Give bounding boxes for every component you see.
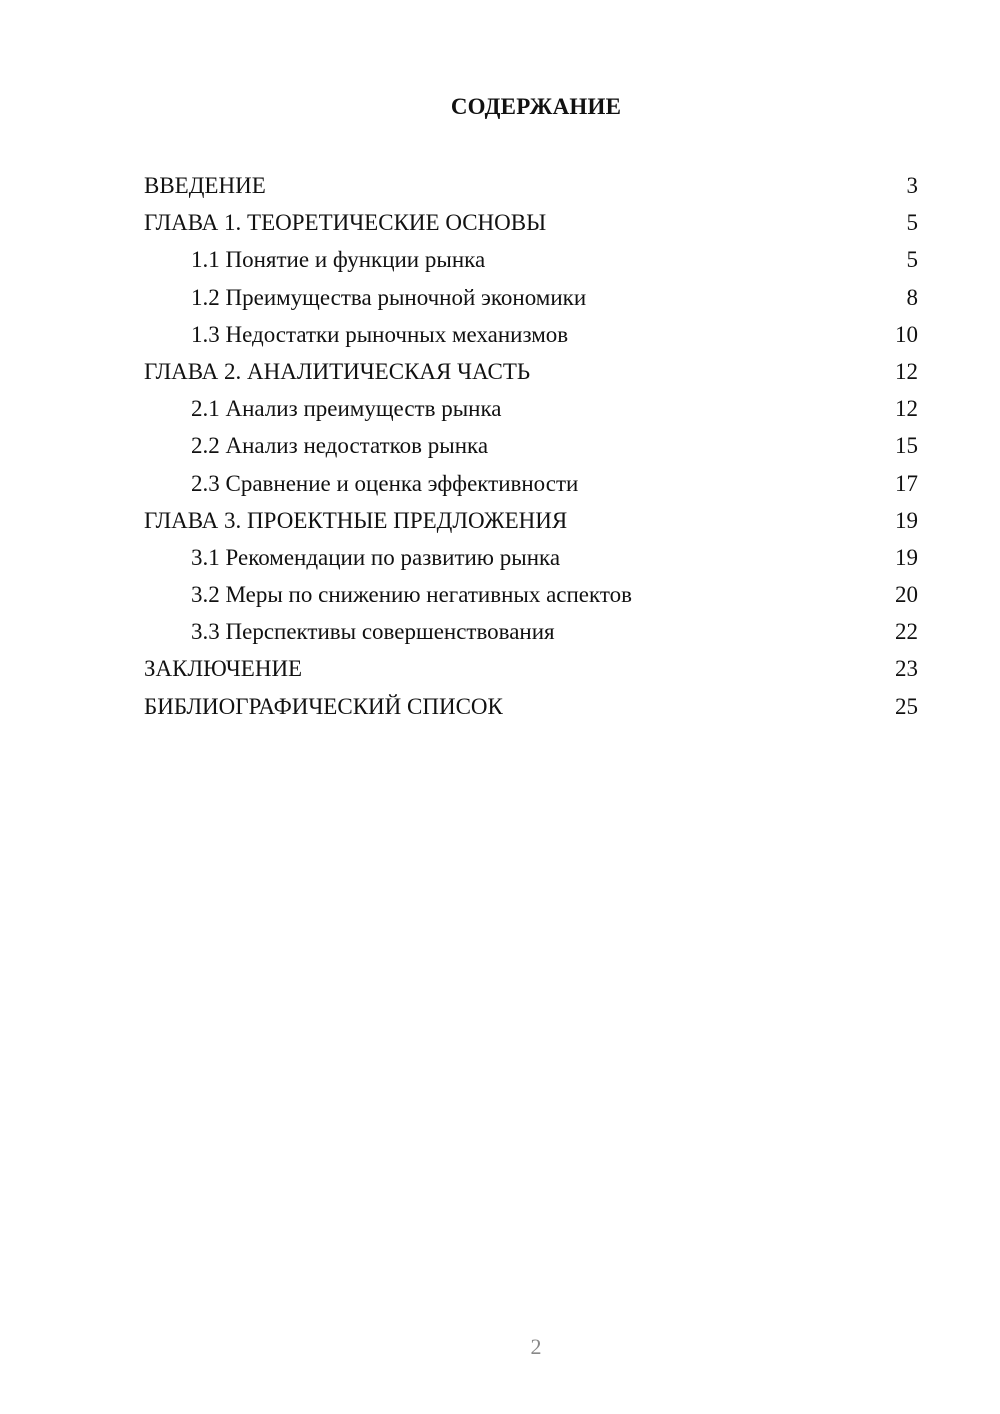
toc-entry-section-1-3 bbox=[144, 316, 918, 353]
toc-entry-section-1-2 bbox=[144, 279, 918, 316]
toc-entry-page: 19 bbox=[895, 507, 918, 533]
toc-entry-section-3-3 bbox=[144, 613, 918, 650]
page-title: СОДЕРЖАНИЕ bbox=[450, 94, 622, 119]
toc-entry-label: ГЛАВА 1. ТЕОРЕТИЧЕСКИЕ ОСНОВЫ bbox=[144, 210, 547, 236]
toc-entry-label: БИБЛИОГРАФИЧЕСКИЙ СПИСОК bbox=[144, 693, 503, 719]
toc-entry-page: 12 bbox=[895, 396, 918, 422]
toc-entry-label: ГЛАВА 2. АНАЛИТИЧЕСКАЯ ЧАСТЬ bbox=[144, 358, 531, 384]
toc-entry-bibliography bbox=[144, 688, 918, 725]
toc-entry-section-2-3 bbox=[144, 465, 918, 502]
table-of-contents bbox=[144, 167, 918, 725]
toc-entry-page: 12 bbox=[895, 358, 918, 384]
toc-entry-chapter-3 bbox=[144, 502, 918, 539]
toc-entry-label: ВВЕДЕНИЕ bbox=[144, 173, 266, 198]
toc-entry-introduction bbox=[144, 167, 918, 204]
toc-entry-label: 2.1 Анализ преимуществ рынка bbox=[191, 396, 502, 422]
toc-entry-label: 1.3 Недостатки рыночных механизмов bbox=[191, 321, 569, 347]
toc-entry-chapter-2 bbox=[144, 353, 918, 390]
page-number: 2 bbox=[530, 1334, 542, 1359]
toc-entry-label: 3.2 Меры по снижению негативных аспектов bbox=[191, 582, 632, 608]
toc-entry-section-2-2 bbox=[144, 427, 918, 464]
toc-entry-section-3-1 bbox=[144, 539, 918, 576]
toc-entry-section-3-2 bbox=[144, 576, 918, 613]
toc-entry-page: 17 bbox=[895, 470, 918, 496]
toc-entry-label: 3.3 Перспективы совершенствования bbox=[191, 619, 555, 645]
toc-entry-page: 3 bbox=[906, 173, 918, 198]
toc-entry-label: 1.2 Преимущества рыночной экономики bbox=[191, 284, 587, 310]
toc-entry-page: 5 bbox=[906, 210, 918, 236]
toc-entry-section-2-1 bbox=[144, 390, 918, 427]
toc-entry-page: 8 bbox=[906, 284, 918, 310]
toc-entry-page: 23 bbox=[895, 656, 918, 682]
toc-entry-label: 1.1 Понятие и функции рынка bbox=[191, 247, 486, 273]
toc-entry-page: 22 bbox=[895, 619, 918, 645]
toc-entry-page: 10 bbox=[895, 321, 918, 347]
toc-entry-label: 2.2 Анализ недостатков рынка bbox=[191, 433, 489, 459]
toc-entry-chapter-1 bbox=[144, 204, 918, 241]
toc-entry-label: 2.3 Сравнение и оценка эффективности bbox=[191, 470, 579, 496]
toc-entry-label: ЗАКЛЮЧЕНИЕ bbox=[144, 656, 303, 682]
toc-entry-label: 3.1 Рекомендации по развитию рынка bbox=[191, 544, 561, 570]
toc-entry-section-1-1 bbox=[144, 241, 918, 278]
toc-entry-page: 5 bbox=[906, 247, 918, 273]
toc-entry-page: 25 bbox=[895, 693, 918, 719]
toc-entry-conclusion bbox=[144, 650, 918, 687]
toc-entry-label: ГЛАВА 3. ПРОЕКТНЫЕ ПРЕДЛОЖЕНИЯ bbox=[144, 507, 568, 533]
toc-entry-page: 20 bbox=[895, 582, 918, 608]
toc-entry-page: 19 bbox=[895, 544, 918, 570]
toc-entry-page: 15 bbox=[895, 433, 918, 459]
